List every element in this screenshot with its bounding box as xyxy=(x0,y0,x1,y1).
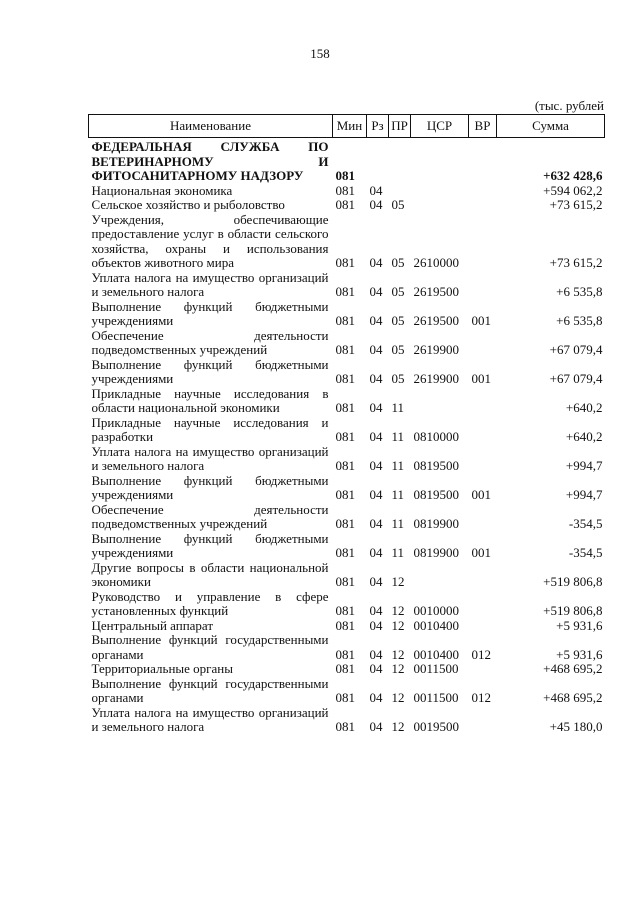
cell-name: Обеспечение деятельности подведомственных учреждений xyxy=(91,501,329,531)
cell-rz xyxy=(367,138,389,184)
header-vr: ВР xyxy=(469,115,497,138)
table-row xyxy=(89,213,605,271)
cell-sum: +67 079,4 xyxy=(549,342,603,357)
cell-sum: +594 062,2 xyxy=(543,182,603,198)
cell-vr xyxy=(469,619,497,634)
cell-rz: 04 xyxy=(369,284,383,299)
cell-vr xyxy=(469,445,497,474)
cell-name: ФЕДЕРАЛЬНАЯ СЛУЖБА ПО ВЕТЕРИНАРНОМУ И ФИТОСАНИТАРНОМУ НАДЗОРУ xyxy=(91,139,329,183)
cell-sum: +6 535,8 xyxy=(556,284,603,299)
cell-rz: 04 xyxy=(369,197,383,212)
cell-min: 081 xyxy=(335,168,355,183)
cell-min: 081 xyxy=(335,617,355,633)
cell-csr: 0010400 xyxy=(413,617,459,633)
cell-vr: 001 xyxy=(471,545,491,560)
cell-csr xyxy=(411,561,469,590)
cell-rz: 04 xyxy=(369,574,383,589)
cell-csr: 0011500 xyxy=(413,661,459,676)
cell-pr: 05 xyxy=(391,371,405,386)
cell-csr xyxy=(411,198,469,213)
cell-pr xyxy=(389,184,411,199)
cell-vr: 012 xyxy=(471,690,491,705)
cell-csr xyxy=(411,387,469,416)
table-row xyxy=(89,416,605,445)
cell-pr: 11 xyxy=(391,516,405,531)
cell-min: 081 xyxy=(335,574,355,589)
cell-min: 081 xyxy=(335,516,355,531)
table-row xyxy=(89,706,605,735)
cell-pr: 12 xyxy=(391,646,405,662)
header-rz: Рз xyxy=(367,115,389,138)
cell-vr xyxy=(469,561,497,590)
cell-min: 081 xyxy=(335,313,355,328)
cell-rz: 04 xyxy=(369,255,383,270)
cell-name: Руководство и управление в сфере установленных функций xyxy=(91,588,329,618)
cell-min: 081 xyxy=(335,603,355,618)
table-row xyxy=(89,474,605,503)
cell-rz: 04 xyxy=(369,400,383,415)
cell-rz: 04 xyxy=(369,661,383,676)
budget-table-container xyxy=(88,114,604,735)
cell-name: Уплата налога на имущество организаций и земельного налога xyxy=(91,269,329,299)
cell-sum: +632 428,6 xyxy=(543,168,603,183)
cell-csr xyxy=(411,138,469,184)
cell-csr: 2619500 xyxy=(413,284,459,299)
cell-min: 081 xyxy=(335,342,355,357)
cell-vr xyxy=(469,184,497,199)
cell-csr: 2619900 xyxy=(413,342,459,357)
cell-pr xyxy=(389,138,411,184)
cell-pr: 12 xyxy=(391,617,405,633)
cell-sum: -354,5 xyxy=(568,516,603,531)
cell-min: 081 xyxy=(335,545,355,560)
cell-vr xyxy=(469,662,497,677)
cell-min: 081 xyxy=(335,182,355,198)
cell-rz: 04 xyxy=(369,690,383,705)
cell-csr: 2610000 xyxy=(413,255,459,270)
table-row xyxy=(89,590,605,619)
table-row xyxy=(89,138,605,184)
cell-min: 081 xyxy=(335,661,355,676)
cell-pr: 12 xyxy=(391,661,405,676)
cell-name: Другие вопросы в области национальной экономики xyxy=(91,559,329,589)
cell-min: 081 xyxy=(335,458,355,473)
cell-pr: 05 xyxy=(391,313,405,328)
table-row xyxy=(89,633,605,662)
cell-sum: +519 806,8 xyxy=(543,574,603,589)
cell-name: Сельское хозяйство и рыболовство xyxy=(91,197,285,212)
page-number: 158 xyxy=(310,46,330,61)
cell-rz: 04 xyxy=(369,516,383,531)
cell-rz: 04 xyxy=(369,646,383,662)
cell-csr: 2619500 xyxy=(413,313,459,328)
cell-sum: +640,2 xyxy=(565,429,603,444)
cell-pr: 11 xyxy=(391,458,405,473)
cell-name: Территориальные органы xyxy=(91,661,233,676)
cell-csr: 0019500 xyxy=(413,719,459,734)
cell-rz: 04 xyxy=(369,545,383,560)
cell-rz: 04 xyxy=(369,429,383,444)
table-row xyxy=(89,619,605,634)
cell-sum: +640,2 xyxy=(565,400,603,415)
cell-vr: 001 xyxy=(471,371,491,386)
cell-csr: 0010000 xyxy=(413,603,459,618)
cell-csr: 0819500 xyxy=(413,487,459,502)
cell-vr: 001 xyxy=(471,313,491,328)
cell-min: 081 xyxy=(335,690,355,705)
cell-name: Выполнение функций бюджетными учреждениями xyxy=(91,298,329,328)
cell-csr: 0810000 xyxy=(413,429,459,444)
cell-pr: 05 xyxy=(391,255,405,270)
table-row xyxy=(89,677,605,706)
cell-vr xyxy=(469,706,497,735)
cell-min: 081 xyxy=(335,255,355,270)
table-row xyxy=(89,532,605,561)
cell-name: Выполнение функций бюджетными учреждениями xyxy=(91,530,329,560)
cell-min: 081 xyxy=(335,284,355,299)
cell-min: 081 xyxy=(335,719,355,734)
cell-pr: 12 xyxy=(391,690,405,705)
cell-csr: 0819900 xyxy=(413,516,459,531)
table-row xyxy=(89,662,605,677)
table-row xyxy=(89,561,605,590)
table-row xyxy=(89,445,605,474)
cell-rz: 04 xyxy=(369,458,383,473)
cell-vr: 012 xyxy=(471,646,491,662)
cell-name: Прикладные научные исследования в области национальной экономики xyxy=(91,385,329,415)
cell-min: 081 xyxy=(335,197,355,212)
header-name: Наименование xyxy=(89,115,333,138)
cell-vr xyxy=(469,213,497,271)
cell-pr: 05 xyxy=(391,284,405,299)
table-row xyxy=(89,271,605,300)
cell-sum: +45 180,0 xyxy=(549,719,603,734)
cell-csr xyxy=(411,184,469,199)
cell-name: Обеспечение деятельности подведомственных учреждений xyxy=(91,327,329,357)
cell-name: Центральный аппарат xyxy=(91,617,214,633)
cell-min: 081 xyxy=(335,429,355,444)
cell-pr: 12 xyxy=(391,574,405,589)
header-sum: Сумма xyxy=(497,115,605,138)
cell-pr: 12 xyxy=(391,719,405,734)
cell-sum: +6 535,8 xyxy=(556,313,603,328)
table-body xyxy=(89,138,605,735)
header-min: Мин xyxy=(333,115,367,138)
cell-pr: 12 xyxy=(391,603,405,618)
cell-vr: 001 xyxy=(471,487,491,502)
cell-vr xyxy=(469,329,497,358)
cell-pr: 11 xyxy=(391,429,405,444)
table-row xyxy=(89,503,605,532)
cell-sum: +73 615,2 xyxy=(549,255,603,270)
table-row xyxy=(89,198,605,213)
cell-name: Выполнение функций бюджетными учреждениями xyxy=(91,472,329,502)
cell-vr xyxy=(469,387,497,416)
cell-min: 081 xyxy=(335,400,355,415)
header-csr: ЦСР xyxy=(411,115,469,138)
cell-pr: 11 xyxy=(391,545,405,560)
cell-vr xyxy=(469,271,497,300)
cell-sum: +994,7 xyxy=(565,458,603,473)
cell-min: 081 xyxy=(335,646,355,662)
cell-sum: +5 931,6 xyxy=(556,617,603,633)
cell-min: 081 xyxy=(335,487,355,502)
cell-rz: 04 xyxy=(369,371,383,386)
header-pr: ПР xyxy=(389,115,411,138)
cell-csr: 2619900 xyxy=(413,371,459,386)
cell-sum: +519 806,8 xyxy=(543,603,603,618)
cell-name: Выполнение функций бюджетными учреждениями xyxy=(91,356,329,386)
cell-rz: 04 xyxy=(369,617,383,633)
cell-name: Учреждения, обеспечивающие предоставление услуг в области сельского хозяйства, охраны и использования объектов животного мира xyxy=(91,211,329,270)
cell-name: Выполнение функций государственными органами xyxy=(91,675,329,705)
cell-sum: +994,7 xyxy=(565,487,603,502)
cell-sum: -354,5 xyxy=(568,545,603,560)
cell-sum: +468 695,2 xyxy=(543,661,603,676)
cell-rz: 04 xyxy=(369,603,383,618)
table-row xyxy=(89,387,605,416)
cell-csr: 0011500 xyxy=(413,690,459,705)
table-header-row xyxy=(89,115,605,138)
cell-name: Национальная экономика xyxy=(91,182,233,198)
cell-pr: 11 xyxy=(391,400,405,415)
table-row xyxy=(89,329,605,358)
cell-pr: 05 xyxy=(391,197,405,212)
cell-sum: +5 931,6 xyxy=(556,646,603,662)
units-note: (тыс. рублей xyxy=(534,98,604,113)
cell-pr: 11 xyxy=(391,487,405,502)
cell-name: Прикладные научные исследования и разработки xyxy=(91,414,329,444)
cell-pr: 05 xyxy=(391,342,405,357)
cell-csr: 0819900 xyxy=(413,545,459,560)
cell-rz: 04 xyxy=(369,342,383,357)
cell-name: Выполнение функций государственными органами xyxy=(91,632,329,662)
cell-vr xyxy=(469,138,497,184)
cell-rz: 04 xyxy=(369,719,383,734)
table-row xyxy=(89,300,605,329)
cell-min: 081 xyxy=(335,371,355,386)
budget-table xyxy=(88,114,605,735)
cell-rz: 04 xyxy=(369,182,383,198)
cell-rz: 04 xyxy=(369,487,383,502)
cell-csr: 0819500 xyxy=(413,458,459,473)
cell-sum: +67 079,4 xyxy=(549,371,603,386)
cell-vr xyxy=(469,590,497,619)
cell-name: Уплата налога на имущество организаций и земельного налога xyxy=(91,704,329,734)
cell-vr xyxy=(469,503,497,532)
table-row xyxy=(89,358,605,387)
cell-name: Уплата налога на имущество организаций и земельного налога xyxy=(91,443,329,473)
cell-vr xyxy=(469,416,497,445)
cell-sum: +73 615,2 xyxy=(549,197,603,212)
table-row xyxy=(89,184,605,199)
cell-rz: 04 xyxy=(369,313,383,328)
cell-csr: 0010400 xyxy=(413,646,459,662)
cell-vr xyxy=(469,198,497,213)
cell-sum: +468 695,2 xyxy=(543,690,603,705)
